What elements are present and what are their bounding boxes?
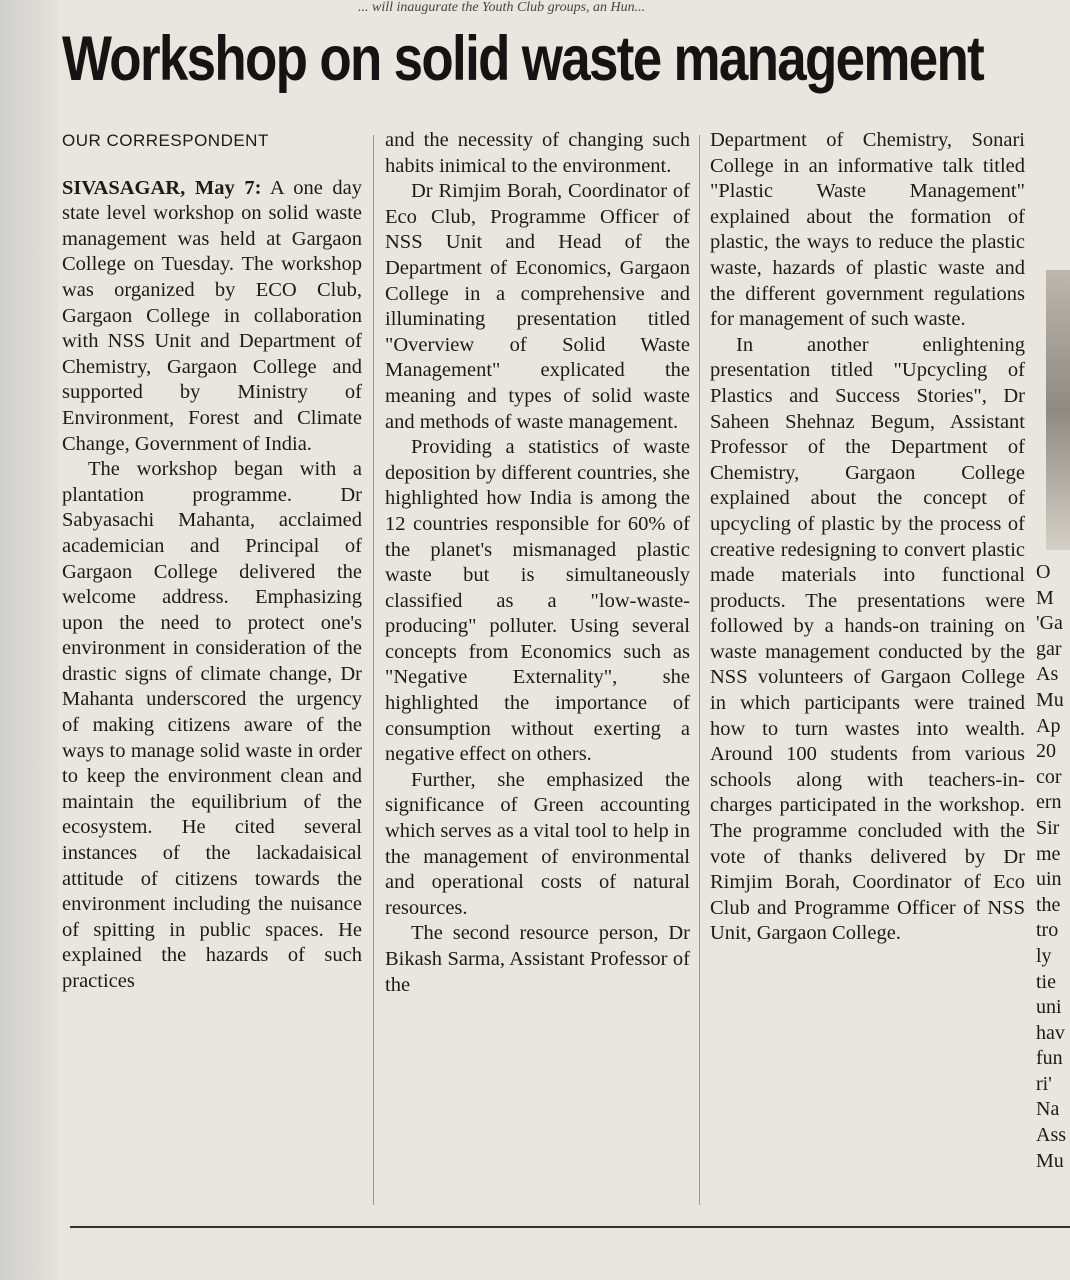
paragraph: Dr Rimjim Borah, Coordinator of Eco Club, Programme Officer of NSS Unit and Head of the Department of Economics, Gargaon College in a comprehensive and illuminating presentation titled "Overview of Solid Waste Management" explicated the meaning and types of solid waste and methods of waste management. [385,180,690,433]
fragment-line: tro [1036,919,1059,942]
adjacent-article-column [1036,560,1070,1174]
fragment-line: fun [1036,1047,1063,1070]
fragment-line: 'Ga [1036,612,1063,635]
article-column-3 [710,128,1025,947]
column-divider [373,135,374,1205]
column-divider [699,135,700,1205]
fragment-line: uin [1036,868,1062,891]
paragraph: Providing a statistics of waste deposition by different countries, she highlighted how India is among the 12 countries responsible for 60% of the planet's mismanaged plastic waste but is simultaneously classified as a "low-waste-producing" polluter. Using several concepts from Economics such as "Negative Externality", she highlighted the importance of consumption without exerting a negative effect on others. [385,436,690,766]
fragment-line: Sir [1036,816,1060,839]
fragment-line: Mu [1036,1149,1064,1172]
fragment-line: Na [1036,1098,1060,1121]
paragraph-text: A one day state level workshop on solid waste management was held at Gargaon College on Tuesday. The workshop was organized by ECO Club, Gargaon College in collaboration with NSS Unit and Department of Chemistry, Gargaon College and supported by Ministry of Environment, Forest and Climate Change, Government of India. [62,176,363,455]
page-fold-edge [0,0,58,1280]
fragment-line: hav [1036,1021,1065,1044]
fragment-line: the [1036,893,1061,916]
fragment-line: me [1036,842,1061,865]
article-headline: Workshop on solid waste management [62,24,984,94]
fragment-line: uni [1036,996,1062,1019]
paragraph: Further, she emphasized the significance of Green accounting which serves as a vital tool to help in the management of environmental and operational costs of natural resources. [385,768,690,919]
article-column-2 [385,128,690,998]
fragment-line: gar [1036,637,1062,660]
byline: OUR CORRESPONDENT [62,131,269,150]
paragraph: The workshop began with a plantation programme. Dr Sabyasachi Mahanta, acclaimed academician and Principal of Gargaon College delivered the welcome address. Emphasizing upon the need to protect one's environment in consideration of the drastic signs of climate change, Dr Mahanta underscored the urgency of making citizens aware of the ways to manage solid waste in order to keep the environment clean and maintain the equilibrium of the ecosystem. He cited several instances of the lackadaisical attitude of citizens towards the environment including the nuisance of spitting in public spaces. He explained the hazards of such practices [62,458,362,992]
previous-article-fragment: ... will inaugurate the Youth Club groups, an Hun... [358,0,646,14]
fragment-line: Ass [1036,1124,1067,1147]
fragment-line: cor [1036,765,1062,788]
paragraph: and the necessity of changing such habits inimical to the environment. [385,129,690,177]
paragraph: In another enlightening presentation titled "Upcycling of Plastics and Success Stories", Dr Saheen Shehnaz Begum, Assistant Professor of the Department of Chemistry, Gargaon College explained about the concept of upcycling of plastic by the process of creative redesigning to convert plastic made materials into functional products. The presentations were followed by a hands-on training on waste management conducted by the NSS volunteers of Gargaon College in which participants were trained how to turn wastes into wealth. Around 100 students from various schools along with teachers-in-charges participated in the workshop. The programme concluded with the vote of thanks delivered by Dr Rimjim Borah, Coordinator of Eco Club and Programme Officer of NSS Unit, Gargaon College. [710,333,1025,945]
fragment-line: As [1036,663,1059,686]
fragment-line: 20 [1036,740,1056,763]
dateline: SIVASAGAR, May 7: [62,176,262,199]
bottom-rule [70,1226,1070,1228]
fragment-line: Mu [1036,688,1064,711]
paragraph: Department of Chemistry, Sonari College in an informative talk titled "Plastic Waste Management" explained about the formation of plastic, the ways to reduce the plastic waste, hazards of plastic waste and the different government regulations for management of such waste. [710,129,1025,331]
paragraph: The second resource person, Dr Bikash Sarma, Assistant Professor of the [385,922,690,996]
fragment-line: M [1036,586,1054,609]
fragment-line: ern [1036,791,1062,814]
fragment-line: O [1036,561,1051,583]
adjacent-article-photo [1046,270,1070,550]
fragment-line: ly [1036,944,1052,967]
fragment-line: tie [1036,970,1056,993]
fragment-line: Ap [1036,714,1061,737]
lead-paragraph [62,176,362,458]
article-column-1 [62,128,362,995]
fragment-line: ri' [1036,1072,1052,1095]
